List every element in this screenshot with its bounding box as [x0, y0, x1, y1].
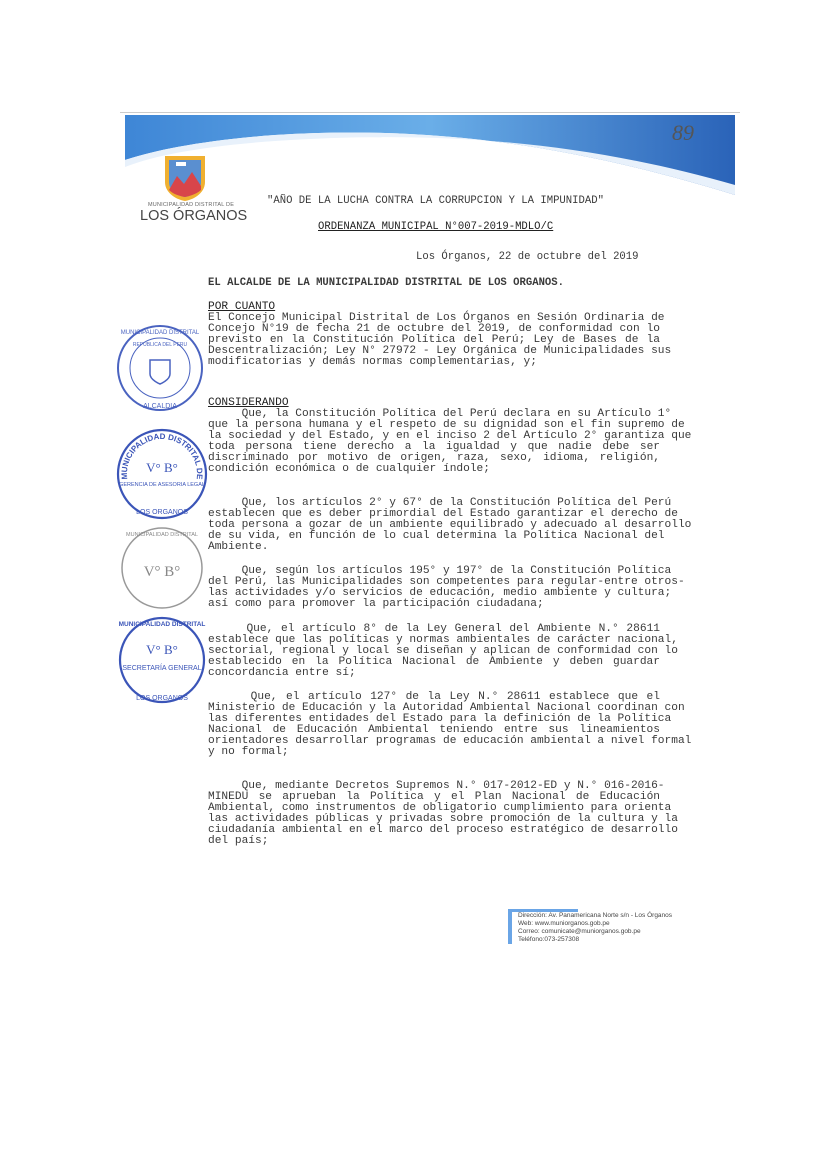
text-line: del país;: [208, 835, 269, 847]
text-line: previsto en la Constitución Política del Perú; Ley de Bases de la: [208, 334, 660, 346]
text-line: discriminado por motivo de origen, raza, sexo, idioma, religión,: [208, 452, 660, 464]
asesoria-legal-stamp: [114, 428, 214, 520]
paragraph: [208, 623, 678, 679]
text-line: establecen que es deber primordial del Estado garantizar el derecho de: [208, 508, 678, 520]
text-line: de su vida, en función de lo cual determina la Política Nacional del: [208, 530, 665, 542]
stamp-office: SECRETARÍA GENERAL: [122, 665, 202, 672]
paragraph: [208, 691, 692, 758]
text-line: establecido en la Política Nacional de Ambiente y deben guardar: [208, 656, 660, 668]
considerando-heading: CONSIDERANDO: [208, 397, 289, 409]
stamp-top: MUNICIPALIDAD DISTRITAL: [118, 621, 206, 628]
text-line: Concejo N°19 de fecha 21 de octubre del 2019, de conformidad con lo: [208, 323, 660, 335]
text-line: El Concejo Municipal Distrital de Los Órganos en Sesión Ordinaria de: [208, 312, 665, 324]
logo-subtitle: MUNICIPALIDAD DISTRITAL DE: [148, 202, 235, 208]
por-cuanto-heading: POR CUANTO: [208, 301, 276, 313]
date-line: Los Órganos, 22 de octubre del 2019: [416, 251, 639, 263]
folio-number: 89: [672, 120, 694, 145]
text-line: las diferentes entidades del Estado para la definición de la Política: [208, 713, 672, 725]
text-line: Descentralización; Ley N° 27972 - Ley Orgánica de Municipalidades sus: [208, 345, 672, 357]
paragraph: [208, 780, 678, 847]
text-line: sectorial, regional y local se diseñan y aplican de conformidad con lo: [208, 645, 678, 657]
text-line: y no formal;: [208, 746, 289, 758]
stamp-top: MUNICIPALIDAD DISTRITAL: [126, 532, 198, 538]
text-line: Que, según los artículos 195° y 197° de la Constitución Política: [208, 565, 672, 577]
stamp-bottom: LOS ORGANOS: [136, 695, 188, 702]
text-line: Ambiental, como instrumentos de obligatorio cumplimiento para orienta: [208, 802, 672, 814]
stamp-office: GERENCIA DE ASESORIA LEGAL: [119, 482, 205, 488]
text-line: Que, los artículos 2° y 67° de la Constitución Política del Perú: [208, 497, 672, 509]
text-line: orientadores desarrollar programas de educación ambiental a nivel formal: [208, 735, 692, 747]
text-line: concordancia entre sí;: [208, 667, 356, 679]
text-line: que la persona humana y el respeto de su dignidad son el fin supremo de: [208, 419, 685, 431]
text-line: establece que las políticas y normas ambientales de carácter nacional,: [208, 634, 678, 646]
text-line: modificatorias y demás normas complementarias, y;: [208, 356, 537, 368]
stamp-vobo: V° B°: [143, 564, 181, 580]
contact-footer: [508, 912, 672, 944]
year-motto: "AÑO DE LA LUCHA CONTRA LA CORRUPCION Y LA IMPUNIDAD": [267, 195, 604, 207]
text-line: toda persona tiene derecho a la igualdad y que nadie debe ser: [208, 441, 660, 453]
document-title: ORDENANZA MUNICIPAL N°007-2019-MDLO/C: [318, 221, 554, 233]
stamp-top: MUNICIPALIDAD DISTRITAL DE: [119, 431, 205, 480]
text-line: Ministerio de Educación y la Autoridad Ambiental Nacional coordinan con: [208, 702, 685, 714]
text-line: Que, la Constitución Política del Perú declara en su Artículo 1°: [208, 408, 672, 420]
issuer: EL ALCALDE DE LA MUNICIPALIDAD DISTRITAL DE LOS ORGANOS.: [208, 277, 565, 289]
text-line: Nacional de Educación Ambiental teniendo entre sus lineamientos: [208, 724, 660, 736]
paragraph: [208, 497, 692, 553]
text-line: la sociedad y del Estado, y en el inciso 2 del Artículo 2° garantiza que: [208, 430, 692, 442]
text-line: las actividades y/o servicios de educación, medio ambiente y cultura;: [208, 587, 672, 599]
por-cuanto-text: [208, 312, 672, 368]
paragraph: [208, 408, 692, 475]
footer-phone: Teléfono:073-257308: [518, 936, 580, 943]
text-line: toda persona a gozar de un ambiente equilibrado y adecuado al desarrollo: [208, 519, 692, 531]
text-line: Que, mediante Decretos Supremos N.° 017-2012-ED y N.° 016-2016-: [208, 780, 665, 792]
stamp-bottom: LOS ORGANOS: [136, 509, 188, 516]
text-line: condición económica o de cualquier índole;: [208, 463, 490, 475]
text-line: Ambiente.: [208, 541, 269, 553]
text-line: así como para promover la participación ciudadana;: [208, 598, 544, 610]
stamp-center: REPUBLICA DEL PERU: [132, 342, 188, 348]
text-line: del Perú, las Municipalidades son competentes para regular-entre otros-: [208, 576, 685, 588]
text-line: MINEDU se aprueban la Política y el Plan Nacional de Educación: [208, 791, 660, 803]
footer-address: Dirección: Av. Panamericana Norte s/n - Los Órganos: [518, 912, 673, 919]
footer-email[interactable]: Correo: comunicate@muniorganos.gob.pe: [518, 928, 641, 935]
header-banner: [125, 115, 735, 195]
municipal-logo: [162, 152, 208, 202]
stamp-top: MUNICIPALIDAD DISTRITAL: [120, 330, 200, 336]
text-line: Que, el artículo 8° de la Ley General del Ambiente N.° 28611: [208, 623, 660, 635]
alcaldia-stamp: [114, 322, 210, 414]
logo-title: LOS ÓRGANOS: [140, 208, 248, 224]
footer-web[interactable]: Web: www.muniorganos.gob.pe: [518, 920, 610, 927]
stamp-bottom: ALCALDIA: [143, 403, 177, 410]
secretaria-general-stamp: [114, 614, 214, 706]
text-line: ciudadanía ambiental en el marco del proceso estratégico de desarrollo: [208, 824, 678, 836]
text-line: las actividades públicas y privadas sobre promoción de la cultura y la: [208, 813, 678, 825]
stamp-vobo: V° B°: [146, 642, 178, 657]
paragraph: [208, 565, 685, 610]
scan-edge: [120, 112, 740, 113]
text-line: Que, el artículo 127° de la Ley N.° 28611 establece que el: [208, 691, 660, 703]
stamp-vobo: V° B°: [146, 460, 178, 475]
vobo-stamp: [116, 524, 208, 612]
